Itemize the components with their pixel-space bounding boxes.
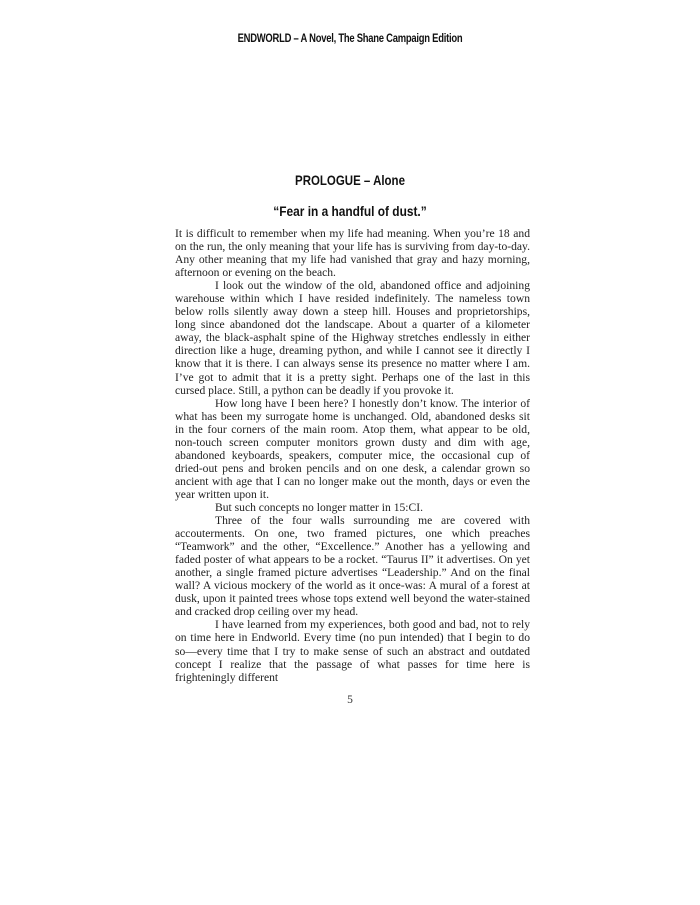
- paragraph: How long have I been here? I honestly don’t know. The interior of what has been my surrogate home is unchanged. Old, abandoned desks sit in the four corners of the main room. Atop them, what appear to be old, non-touch screen computer monitors grown dusty and dim with age, abandoned keyboards, speakers, computer mice, the occasional cup of dried-out pens and broken pencils and on one desk, a calendar grown so ancient with age that I can no longer make out the month, days or even the year written upon it.: [175, 396, 530, 501]
- paragraph: But such concepts no longer matter in 15:CI.: [215, 500, 424, 514]
- paragraph: Three of the four walls surrounding me are covered with accouterments. On one, two framed pictures, one which preaches “Teamwork” and the other, “Excellence.” Another has a yellowing and faded poster of what appears to be a rocket. “Taurus II” it advertises. On yet another, a single framed picture advertises “Leadership.” And on the final wall? A vicious mockery of the world as it once-was: A mural of a forest at dusk, upon it painted trees whose tops extend well beyond the water-stained and cracked drop ceiling over my head.: [175, 514, 530, 619]
- chapter-epigraph: “Fear in a handful of dust.”: [273, 203, 427, 219]
- body-text: [175, 227, 530, 684]
- paragraph: It is difficult to remember when my life had meaning. When you’re 18 and on the run, the only meaning that your life has is surviving from day-to-day. Any other meaning that my life had vanished that gray and hazy morning, afternoon or evening on the beach.: [175, 227, 530, 280]
- paragraph: I look out the window of the old, abandoned office and adjoining warehouse within which I have resided indefinitely. The nameless town below rolls silently away down a steep hill. Houses and proprietorships, long since abandoned dot the landscape. About a quarter of a kilometer away, the black-asphalt spine of the Highway stretches endlessly in either direction like a huge, dreaming python, and while I cannot see it directly I know that it is there. I can always sense its presence no matter where I am. I’ve got to admit that it is a pretty sight. Perhaps one of the last in this cursed place. Still, a python can be deadly if you provoke it.: [175, 279, 530, 397]
- page-number: 5: [347, 694, 353, 706]
- paragraph: I have learned from my experiences, both good and bad, not to rely on time here in Endworld. Every time (no pun intended) that I begin to do so—every time that I try to make sense of such an abstract and outdated concept I realize that the passage of what passes for time here is frighteningly different: [175, 618, 530, 684]
- running-header: ENDWORLD – A Novel, The Shane Campaign Edition: [237, 33, 463, 45]
- chapter-title: PROLOGUE – Alone: [295, 172, 405, 188]
